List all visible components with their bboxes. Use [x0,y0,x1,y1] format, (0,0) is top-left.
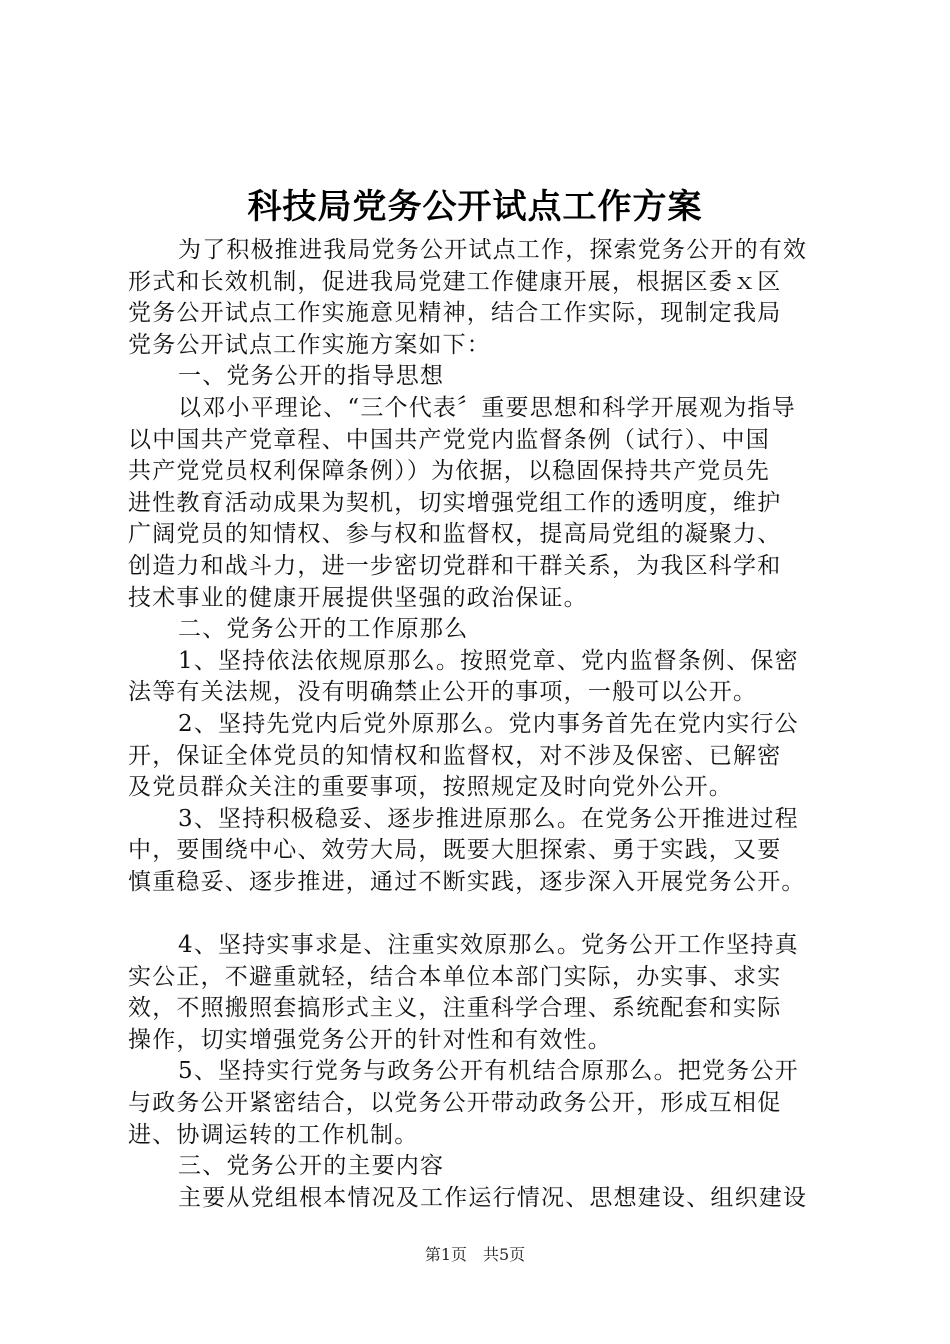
body-line: 主要从党组根本情况及工作运行情况、思想建设、组织建设 [178,1184,808,1211]
body-line: 技术事业的健康开展提供坚强的政治保证。 [128,584,588,611]
body-line: 以中国共产党章程、中国共产党党内监督条例（试行）、中国 [128,426,770,453]
body-line: 开，保证全体党员的知情权和监督权，对不涉及保密、已解密 [128,742,782,769]
body-line: 广阔党员的知情权、参与权和监督权，提高局党组的凝聚力、 [128,521,782,548]
body-line: 二、党务公开的工作原那么 [178,616,469,643]
body-line: 操作，切实增强党务公开的针对性和有效性。 [128,1026,612,1053]
body-line: 5、坚持实行党务与政务公开有机结合原那么。把党务公开 [178,1058,799,1085]
body-line: 党务公开试点工作实施方案如下： [128,331,491,358]
body-line: 2、坚持先党内后党外原那么。党内事务首先在党内实行公 [178,710,799,737]
body-line: 三、党务公开的主要内容 [178,1153,445,1180]
body-line: 进性教育活动成果为契机，切实增强党组工作的透明度，维护 [128,489,782,516]
body-line: 与政务公开紧密结合，以党务公开带动政务公开，形成互相促 [128,1090,782,1117]
document-body [128,235,828,1214]
body-line: 3、坚持积极稳妥、逐步推进原那么。在党务公开推进过程 [178,805,799,832]
body-line: 创造力和战斗力，进一步密切党群和干群关系，为我区科学和 [128,552,782,579]
document-title: 科技局党务公开试点工作方案 [247,187,703,227]
body-line: 进、协调运转的工作机制。 [128,1121,419,1148]
body-line: 党务公开试点工作实施意见精神，结合工作实际，现制定我局 [128,300,782,327]
body-line: 一、党务公开的指导思想 [178,363,445,390]
body-line: 效，不照搬照套搞形式主义，注重科学合理、系统配套和实际 [128,995,782,1022]
body-line: 及党员群众关注的重要事项，按照规定及时向党外公开。 [128,774,733,801]
body-line: 1、坚持依法依规原那么。按照党章、党内监督条例、保密 [178,647,799,674]
body-line: 法等有关法规，没有明确禁止公开的事项，一般可以公开。 [128,679,758,706]
blank-line [128,898,828,930]
body-line: 形式和长效机制，促进我局党建工作健康开展，根据区委ｘ区 [128,268,782,295]
body-line: 中，要围绕中心、效劳大局，既要大胆探索、勇于实践，又要 [128,837,782,864]
body-line: 为了积极推进我局党务公开试点工作，探索党务公开的有效 [178,237,808,263]
body-line: 实公正，不避重就轻，结合本单位本部门实际，办实事、求实 [128,963,782,990]
body-line: 以邓小平理论、“三个代表〞重要思想和科学开展观为指导 [178,394,796,421]
body-line: 共产党党员权利保障条例））为依据，以稳固保持共产党员先 [128,458,770,485]
body-line: 慎重稳妥、逐步推进，通过不断实践，逐步深入开展党务公开。 [128,868,806,895]
body-line: 4、坚持实事求是、注重实效原那么。党务公开工作坚持真 [178,932,799,959]
page-footer: 第1页 共5页 [424,1245,526,1264]
